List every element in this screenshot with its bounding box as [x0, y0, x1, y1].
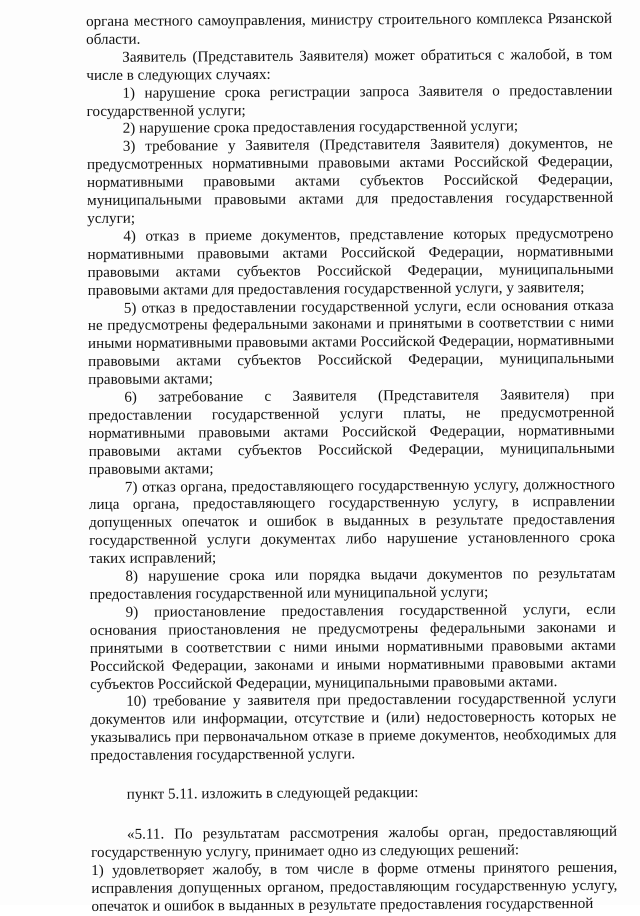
list-item-10: 10) требование у заявителя при предоставлении государственной услуги документов или информации, отсутствие и (или) недостоверность которых не указывались при первоначальном отказе в приеме документов, необходимых для предоставления государственной услуги.	[90, 691, 617, 765]
paragraph-clause-5-11-text: «5.11. По результатам рассмотрения жалобы орган, предоставляющий государственную услугу, принимает одно из следующих решений:	[91, 823, 618, 861]
list-item-7: 7) отказ органа, предоставляющего государственную услугу, должностного лица органа, предоставляющего государственную услугу, в исправлении допущенных опечаток и ошибок в выданных в результате предоставления государственной услуги документах либо нарушение установленного срока таких исправлений;	[88, 476, 616, 568]
paragraph-decision-1: 1) удовлетворяет жалобу, в том числе в форме отмены принятого решения, исправления допущенных органом, предоставляющим государственную услугу, опечаток и ошибок в выданных в результате предоставления государственной	[91, 859, 618, 915]
paragraph-complaint-cases-intro: Заявитель (Представитель Заявителя) может обратиться с жалобой, в том числе в следующих случаях:	[86, 46, 613, 84]
list-item-8: 8) нарушение срока или порядка выдачи документов по результатам предоставления государственной или муниципальной услуги;	[89, 565, 616, 603]
document-body	[86, 11, 618, 916]
list-item-3: 3) требование у Заявителя (Представителя Заявителя) документов, не предусмотренных нормативными правовыми актами Российской Федерации, нормативными правовыми актами субъектов Российской Федерации, муниципальными правовыми актами для предоставления государственной услуги;	[86, 136, 614, 227]
list-item-5: 5) отказ в предоставлении государственной услуги, если основания отказа не предусмотрены федеральными законами и принятыми в соответствии с ними иными нормативными правовыми актами Российской Федерации, нормативными правовыми актами субъектов Российской Федерации, муниципальными правовыми актами;	[87, 297, 615, 389]
list-item-4: 4) отказ в приеме документов, представление которых предусмотрено нормативными правовыми актами Российской Федерации, нормативными правовыми актами субъектов Российской Федерации, муниципальными правовыми актами для предоставления государственной услуги, у заявителя;	[87, 225, 614, 299]
paragraph-continuation: органа местного самоуправления, министру строительного комплекса Рязанской области.	[86, 10, 613, 48]
list-item-6: 6) затребование с Заявителя (Представителя Заявителя) при предоставлении государственной услуги платы, не предусмотренной нормативными правовыми актами Российской Федерации, нормативными правовыми актами субъектов Российской Федерации, муниципальными правовыми актами;	[88, 386, 615, 478]
list-item-9: 9) приостановление предоставления государственной услуги, если основания приостановления не предусмотрены федеральными законами и принятыми в соответствии с ними иными нормативными правовыми актами Российской Федерации, законами и иными нормативными правовыми актами субъектов Российской Федерации, муниципальными правовыми актами.	[89, 601, 617, 693]
paragraph-clause-5-11-heading: пункт 5.11. изложить в следующей редакции:	[126, 785, 419, 803]
list-item-1: 1) нарушение срока регистрации запроса Заявителя о предоставлении государственной услуги;	[86, 82, 613, 120]
list-item-2: 2) нарушение срока предоставления государственной услуги;	[122, 118, 519, 138]
